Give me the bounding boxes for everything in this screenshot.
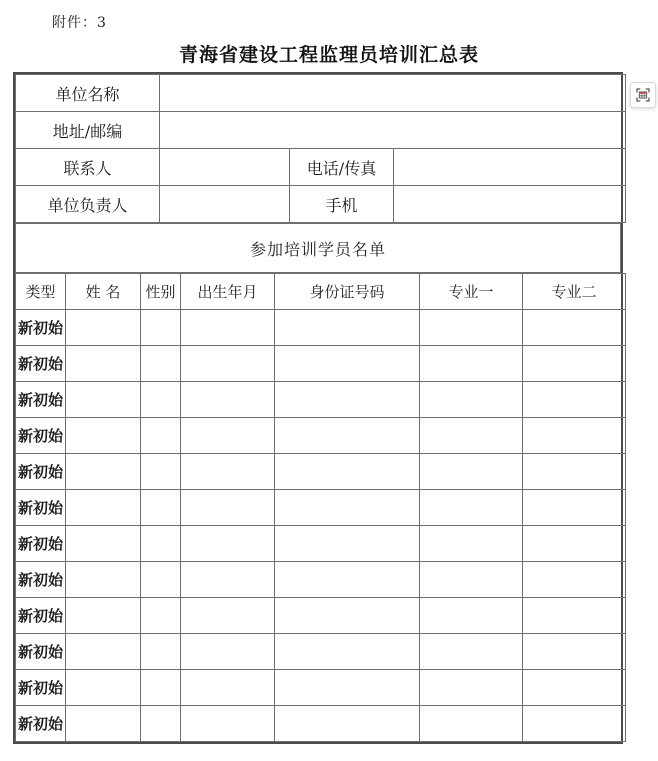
table-row — [16, 526, 626, 562]
row-type-label: 新初始 — [16, 382, 66, 418]
roster-section-table — [15, 223, 621, 273]
roster-header-row — [16, 274, 626, 310]
table-row — [16, 490, 626, 526]
major1-cell[interactable] — [420, 454, 523, 490]
major2-cell[interactable] — [523, 382, 626, 418]
unit-info-table — [15, 74, 626, 223]
name-cell[interactable] — [66, 706, 141, 742]
major2-cell[interactable] — [523, 526, 626, 562]
table-row — [16, 454, 626, 490]
table-row — [16, 634, 626, 670]
gender-cell[interactable] — [141, 382, 181, 418]
row-type-label: 新初始 — [16, 418, 66, 454]
table-row — [16, 224, 621, 273]
major2-cell[interactable] — [523, 562, 626, 598]
gender-cell[interactable] — [141, 526, 181, 562]
major1-cell[interactable] — [420, 562, 523, 598]
major1-cell[interactable] — [420, 634, 523, 670]
major1-cell[interactable] — [420, 670, 523, 706]
row-type-label: 新初始 — [16, 706, 66, 742]
unit-head-label: 单位负责人 — [16, 186, 160, 223]
address-zip-value-cell[interactable] — [160, 112, 626, 149]
major1-cell[interactable] — [420, 706, 523, 742]
table-row — [16, 112, 626, 149]
major2-cell[interactable] — [523, 454, 626, 490]
name-cell[interactable] — [66, 634, 141, 670]
table-row — [16, 598, 626, 634]
row-type-label: 新初始 — [16, 526, 66, 562]
birth-cell[interactable] — [181, 706, 275, 742]
major1-cell[interactable] — [420, 346, 523, 382]
row-type-label: 新初始 — [16, 490, 66, 526]
id-number-cell[interactable] — [275, 670, 420, 706]
id-number-cell[interactable] — [275, 382, 420, 418]
table-row — [16, 149, 626, 186]
row-type-label: 新初始 — [16, 634, 66, 670]
id-number-cell[interactable] — [275, 310, 420, 346]
page-title: 青海省建设工程监理员培训汇总表 — [178, 44, 479, 66]
major1-cell[interactable] — [420, 526, 523, 562]
id-number-cell[interactable] — [275, 706, 420, 742]
phone-fax-value-cell[interactable] — [394, 149, 626, 186]
name-cell[interactable] — [66, 310, 141, 346]
mobile-value-cell[interactable] — [394, 186, 626, 223]
attachment-label: 附件：3 — [52, 15, 107, 31]
major2-cell[interactable] — [523, 634, 626, 670]
gender-cell[interactable] — [141, 670, 181, 706]
unit-name-value-cell[interactable] — [160, 75, 626, 112]
id-number-cell[interactable] — [275, 634, 420, 670]
col-header-major1: 专业一 — [420, 274, 523, 310]
id-number-cell[interactable] — [275, 490, 420, 526]
name-cell[interactable] — [66, 526, 141, 562]
id-number-cell[interactable] — [275, 526, 420, 562]
roster-table — [15, 273, 626, 742]
col-header-type: 类型 — [16, 274, 66, 310]
unit-head-value-cell[interactable] — [160, 186, 290, 223]
table-row — [16, 562, 626, 598]
name-cell[interactable] — [66, 454, 141, 490]
row-type-label: 新初始 — [16, 670, 66, 706]
table-row — [16, 75, 626, 112]
col-header-gender: 性别 — [141, 274, 181, 310]
table-row — [16, 346, 626, 382]
table-row — [16, 670, 626, 706]
name-cell[interactable] — [66, 670, 141, 706]
name-cell[interactable] — [66, 562, 141, 598]
birth-cell[interactable] — [181, 598, 275, 634]
row-type-label: 新初始 — [16, 562, 66, 598]
name-cell[interactable] — [66, 418, 141, 454]
major2-cell[interactable] — [523, 346, 626, 382]
table-select-icon — [635, 87, 651, 103]
col-header-id-number: 身份证号码 — [275, 274, 420, 310]
major2-cell[interactable] — [523, 490, 626, 526]
gender-cell[interactable] — [141, 598, 181, 634]
gender-cell[interactable] — [141, 706, 181, 742]
id-number-cell[interactable] — [275, 562, 420, 598]
gender-cell[interactable] — [141, 454, 181, 490]
major1-cell[interactable] — [420, 382, 523, 418]
gender-cell[interactable] — [141, 418, 181, 454]
table-tool-button[interactable] — [630, 82, 656, 108]
major2-cell[interactable] — [523, 670, 626, 706]
mobile-label: 手机 — [290, 186, 394, 223]
name-cell[interactable] — [66, 382, 141, 418]
major1-cell[interactable] — [420, 418, 523, 454]
table-row — [16, 706, 626, 742]
major2-cell[interactable] — [523, 418, 626, 454]
gender-cell[interactable] — [141, 562, 181, 598]
birth-cell[interactable] — [181, 382, 275, 418]
major2-cell[interactable] — [523, 706, 626, 742]
col-header-birth: 出生年月 — [181, 274, 275, 310]
phone-fax-label: 电话/传真 — [290, 149, 394, 186]
birth-cell[interactable] — [181, 346, 275, 382]
major1-cell[interactable] — [420, 490, 523, 526]
name-cell[interactable] — [66, 490, 141, 526]
major2-cell[interactable] — [523, 310, 626, 346]
contact-value-cell[interactable] — [160, 149, 290, 186]
training-summary-table — [13, 72, 623, 744]
gender-cell[interactable] — [141, 634, 181, 670]
col-header-name: 姓 名 — [66, 274, 141, 310]
birth-cell[interactable] — [181, 454, 275, 490]
unit-name-label: 单位名称 — [16, 75, 160, 112]
birth-cell[interactable] — [181, 562, 275, 598]
row-type-label: 新初始 — [16, 346, 66, 382]
gender-cell[interactable] — [141, 490, 181, 526]
id-number-cell[interactable] — [275, 418, 420, 454]
table-row — [16, 310, 626, 346]
birth-cell[interactable] — [181, 670, 275, 706]
row-type-label: 新初始 — [16, 454, 66, 490]
major2-cell[interactable] — [523, 598, 626, 634]
birth-cell[interactable] — [181, 490, 275, 526]
table-row — [16, 186, 626, 223]
name-cell[interactable] — [66, 598, 141, 634]
table-row — [16, 382, 626, 418]
contact-label: 联系人 — [16, 149, 160, 186]
id-number-cell[interactable] — [275, 346, 420, 382]
row-type-label: 新初始 — [16, 310, 66, 346]
major1-cell[interactable] — [420, 598, 523, 634]
birth-cell[interactable] — [181, 310, 275, 346]
birth-cell[interactable] — [181, 634, 275, 670]
id-number-cell[interactable] — [275, 598, 420, 634]
roster-section-title: 参加培训学员名单 — [16, 224, 621, 273]
gender-cell[interactable] — [141, 346, 181, 382]
name-cell[interactable] — [66, 346, 141, 382]
row-type-label: 新初始 — [16, 598, 66, 634]
id-number-cell[interactable] — [275, 454, 420, 490]
birth-cell[interactable] — [181, 418, 275, 454]
address-zip-label: 地址/邮编 — [16, 112, 160, 149]
birth-cell[interactable] — [181, 526, 275, 562]
col-header-major2: 专业二 — [523, 274, 626, 310]
table-row — [16, 418, 626, 454]
major1-cell[interactable] — [420, 310, 523, 346]
gender-cell[interactable] — [141, 310, 181, 346]
